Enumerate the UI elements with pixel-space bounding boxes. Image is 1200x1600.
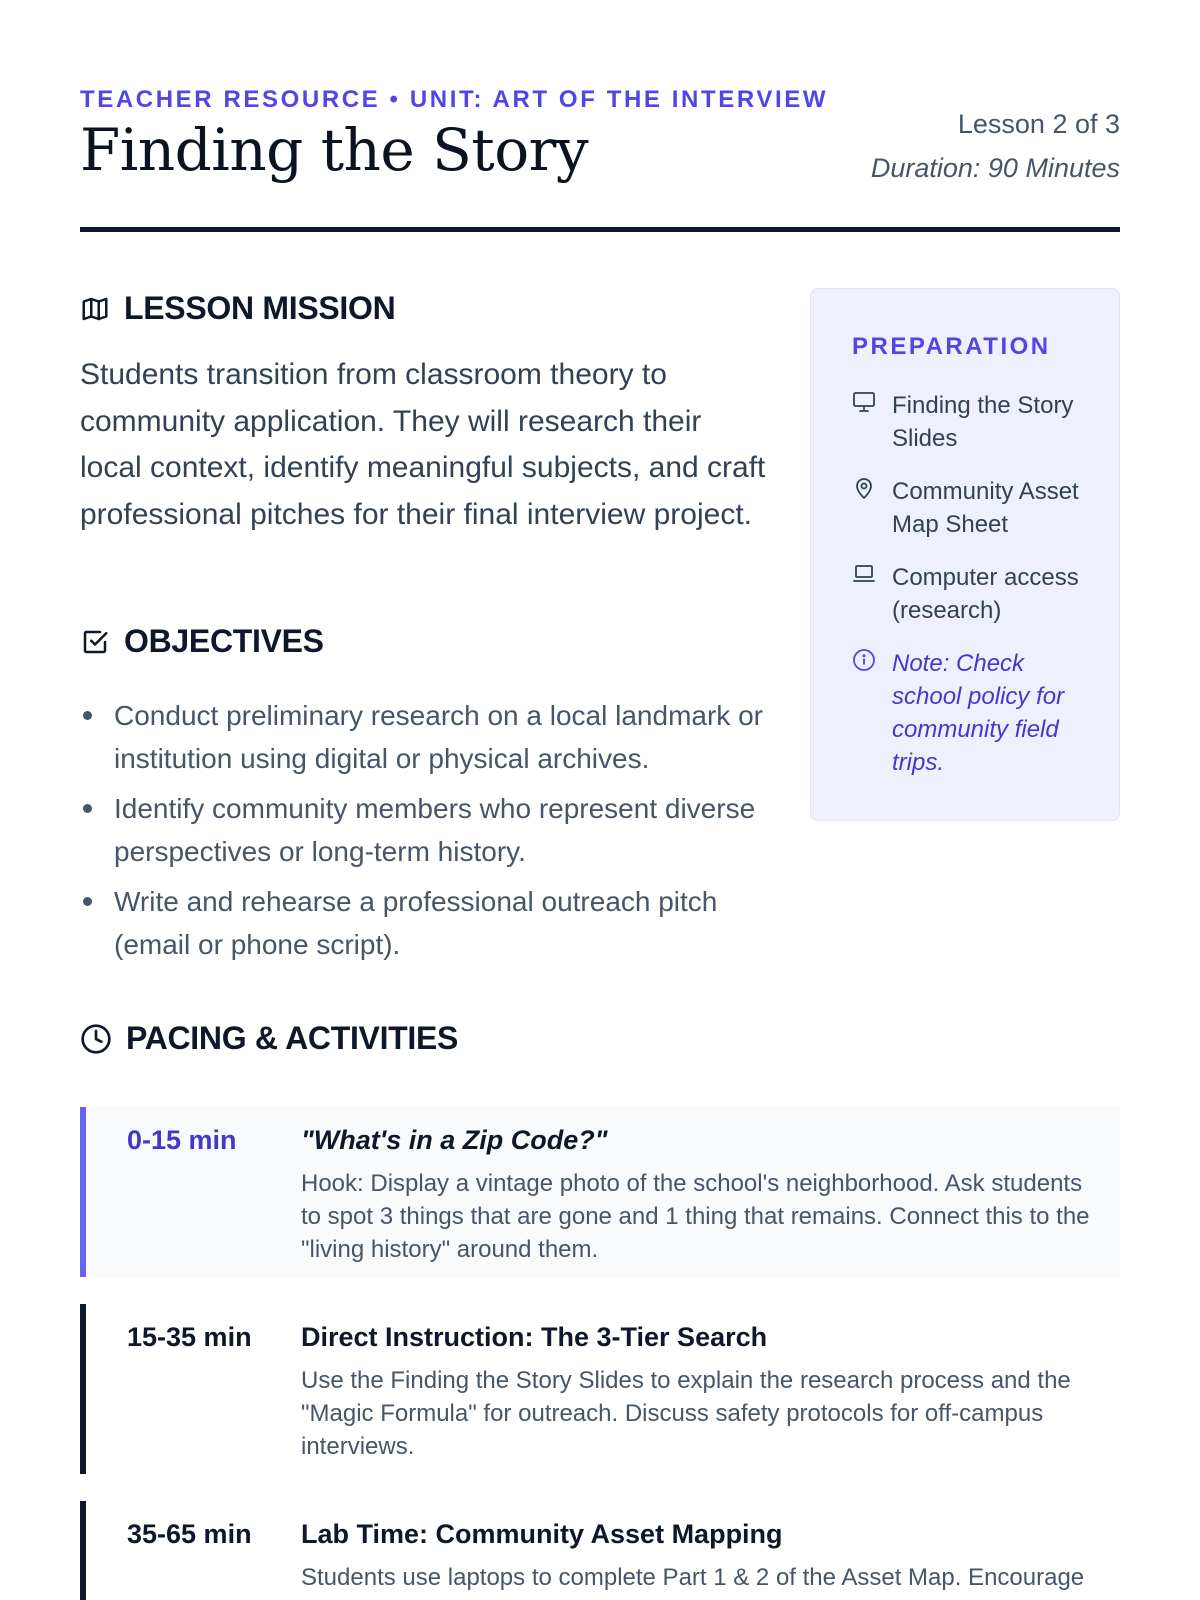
prep-note-text: Note: Check school policy for community field trips. (892, 650, 1065, 776)
lesson-duration: Duration: 90 Minutes (870, 153, 1120, 183)
laptop-icon (852, 562, 876, 586)
mission-heading-label: LESSON MISSION (124, 290, 396, 326)
map-icon (80, 294, 110, 324)
activity-title: "What's in a Zip Code?" (301, 1125, 608, 1155)
activity-description: Hook: Display a vintage photo of the school's neighborhood. Ask students to spot 3 things that are gone and 1 thing that remains. Connect this to the "living history" around them. (301, 1170, 1090, 1263)
header-divider (80, 227, 1120, 232)
prep-item-asset-map (852, 475, 1079, 541)
activity-row (80, 1304, 1120, 1474)
prep-item-text: Computer access (research) (892, 564, 1079, 624)
preparation-title: PREPARATION (852, 333, 1051, 360)
map-pin-icon (852, 476, 876, 500)
objective-item: Write and rehearse a professional outreach pitch (email or phone script). (80, 880, 770, 966)
objective-item: Identify community members who represent diverse perspectives or long-term history. (80, 787, 770, 873)
prep-item-text: Finding the Story Slides (892, 392, 1074, 452)
eyebrow-label: TEACHER RESOURCE • UNIT: ART OF THE INTERVIEW (80, 86, 829, 113)
clock-icon (80, 1023, 112, 1055)
activity-row (80, 1107, 1120, 1277)
activity-row (80, 1501, 1120, 1600)
activity-time: 15-35 min (127, 1322, 252, 1352)
objectives-heading-label: OBJECTIVES (124, 623, 324, 659)
page-header (80, 80, 1120, 232)
activity-title: Direct Instruction: The 3-Tier Search (301, 1322, 768, 1352)
monitor-icon (852, 390, 876, 414)
activity-time: 0-15 min (127, 1125, 237, 1155)
prep-item-slides (852, 389, 1079, 455)
activity-time: 35-65 min (127, 1519, 252, 1549)
activity-timeline (80, 1107, 1120, 1600)
pacing-heading-label: PACING & ACTIVITIES (126, 1020, 459, 1056)
prep-note (852, 647, 1079, 779)
objective-item: Conduct preliminary research on a local landmark or institution using digital or physical archives. (80, 694, 770, 780)
lesson-meta (871, 106, 1120, 186)
mission-text: Students transition from classroom theory to community application. They will research their local context, identify meaningful subjects, and craft professional pitches for their final interview project. (80, 358, 766, 531)
objectives-list (80, 694, 770, 973)
info-icon (852, 648, 876, 672)
lesson-number: Lesson 2 of 3 (957, 109, 1120, 139)
activity-description: Use the Finding the Story Slides to explain the research process and the "Magic Formula" for outreach. Discuss safety protocols for off-campus interviews. (301, 1367, 1071, 1460)
preparation-panel (810, 288, 1120, 821)
objectives-heading (80, 623, 324, 660)
pacing-heading (80, 1020, 458, 1057)
mission-heading (80, 290, 395, 327)
page-title: Finding the Story (80, 116, 589, 184)
checkbox-icon (80, 627, 110, 657)
activity-description: Students use laptops to complete Part 1 & 2 of the Asset Map. Encourage (301, 1564, 1085, 1591)
prep-item-text: Community Asset Map Sheet (892, 478, 1079, 538)
activity-title: Lab Time: Community Asset Mapping (301, 1519, 783, 1549)
prep-item-computer (852, 561, 1079, 627)
